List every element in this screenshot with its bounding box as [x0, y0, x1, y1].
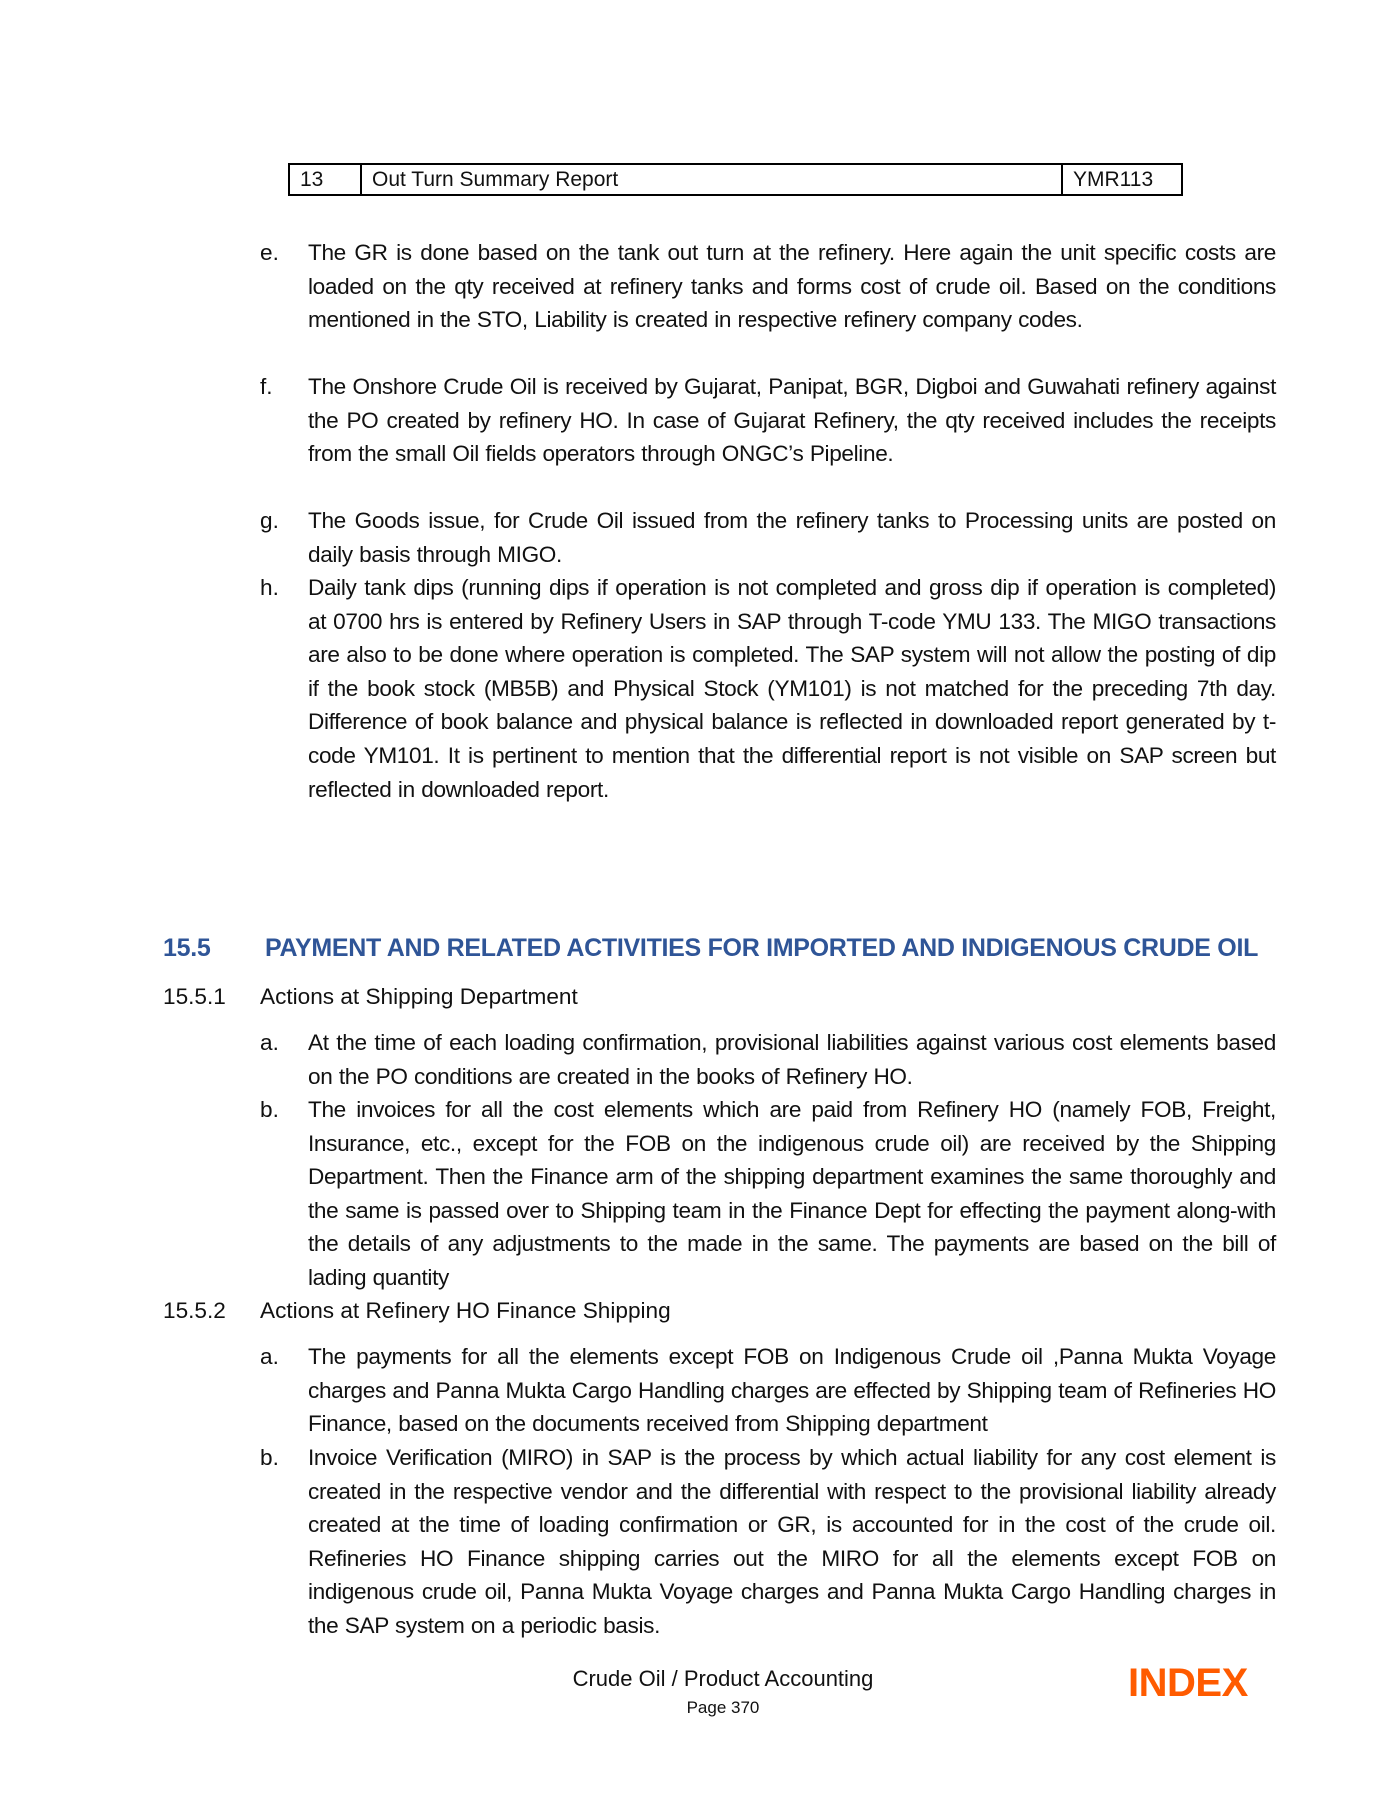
list-label: b. [260, 1445, 279, 1470]
list-label: b. [260, 1097, 279, 1122]
subsection-title: Actions at Shipping Department [260, 984, 578, 1009]
subsection-heading-1 [163, 980, 578, 1013]
list-text: The payments for all the elements except FOB on Indigenous Crude oil ,Panna Mukta Voyage charges and Panna Mukta Cargo Handling charges are effected by Shipping team of Refineries HO Finance, based on the documents received from Shipping department [308, 1344, 1276, 1437]
list-item-g [260, 504, 1276, 571]
list-text: The invoices for all the cost elements which are paid from Refinery HO (namely FOB, Freight, Insurance, etc., except for the FOB on the indigenous crude oil) are received by the Shipping Department. Then the Finance arm of the shipping department examines the same thoroughly and the same is passed over to Shipping team in the Finance Dept for effecting the payment along-with the details of any adjustments to the made in the same. The payments are based on the bill of lading quantity [308, 1097, 1276, 1290]
list-text: At the time of each loading confirmation, provisional liabilities against various cost elements based on the PO conditions are created in the books of Refinery HO. [308, 1030, 1276, 1089]
list-label: h. [260, 575, 279, 600]
section-heading [163, 930, 1258, 966]
section-number: 15.5 [163, 934, 211, 962]
list-text: The GR is done based on the tank out turn at the refinery. Here again the unit specific costs are loaded on the qty received at refinery tanks and forms cost of crude oil. Based on the conditions mentioned in the STO, Liability is created in respective refinery company codes. [308, 240, 1276, 333]
list-label: g. [260, 508, 279, 533]
subsection-heading-2 [163, 1294, 671, 1327]
list-item-1b [260, 1093, 1276, 1295]
table-row [289, 164, 1182, 195]
subsection-title: Actions at Refinery HO Finance Shipping [260, 1298, 671, 1323]
footer-title: Crude Oil / Product Accounting [572, 1666, 874, 1691]
list-item-2b [260, 1441, 1276, 1643]
list-item-2a [260, 1340, 1276, 1441]
list-item-h [260, 571, 1276, 806]
list-item-e [260, 236, 1276, 337]
tcode-table [288, 163, 1183, 196]
tcode: YMR113 [1062, 164, 1182, 195]
page-number: Page 370 [686, 1698, 760, 1717]
list-text: Invoice Verification (MIRO) in SAP is the process by which actual liability for any cost element is created in the respective vendor and the differential with respect to the provisional liability already created at the time of loading confirmation or GR, is accounted for in the cost of the crude oil. Refineries HO Finance shipping carries out the MIRO for all the elements except FOB on indigenous crude oil, Panna Mukta Voyage charges and Panna Mukta Cargo Handling charges in the SAP system on a periodic basis. [308, 1445, 1276, 1638]
list-text: Daily tank dips (running dips if operation is not completed and gross dip if operation is completed) at 0700 hrs is entered by Refinery Users in SAP through T-code YMU 133. The MIGO transactions are also to be done where operation is completed. The SAP system will not allow the posting of dip if the book stock (MB5B) and Physical Stock (YM101) is not matched for the preceding 7th day. Difference of book balance and physical balance is reflected in downloaded report generated by t-code YM101. It is pertinent to mention that the differential report is not visible on SAP screen but reflected in downloaded report. [308, 575, 1276, 802]
list-item-1a [260, 1026, 1276, 1093]
section-title: PAYMENT AND RELATED ACTIVITIES FOR IMPORTED AND INDIGENOUS CRUDE OIL [265, 934, 1259, 962]
list-text: The Onshore Crude Oil is received by Gujarat, Panipat, BGR, Digboi and Guwahati refinery against the PO created by refinery HO. In case of Gujarat Refinery, the qty received includes the receipts from the small Oil fields operators through ONGC’s Pipeline. [308, 374, 1276, 467]
list-label: f. [260, 374, 273, 399]
list-item-f [260, 370, 1276, 471]
list-label: e. [260, 240, 279, 265]
list-label: a. [260, 1344, 279, 1369]
subsection-number: 15.5.1 [163, 984, 226, 1009]
row-number: 13 [289, 164, 361, 195]
index-link[interactable]: INDEX [1128, 1661, 1248, 1705]
report-name: Out Turn Summary Report [361, 164, 1062, 195]
list-label: a. [260, 1030, 279, 1055]
list-text: The Goods issue, for Crude Oil issued from the refinery tanks to Processing units are posted on daily basis through MIGO. [308, 508, 1276, 567]
subsection-number: 15.5.2 [163, 1298, 226, 1323]
